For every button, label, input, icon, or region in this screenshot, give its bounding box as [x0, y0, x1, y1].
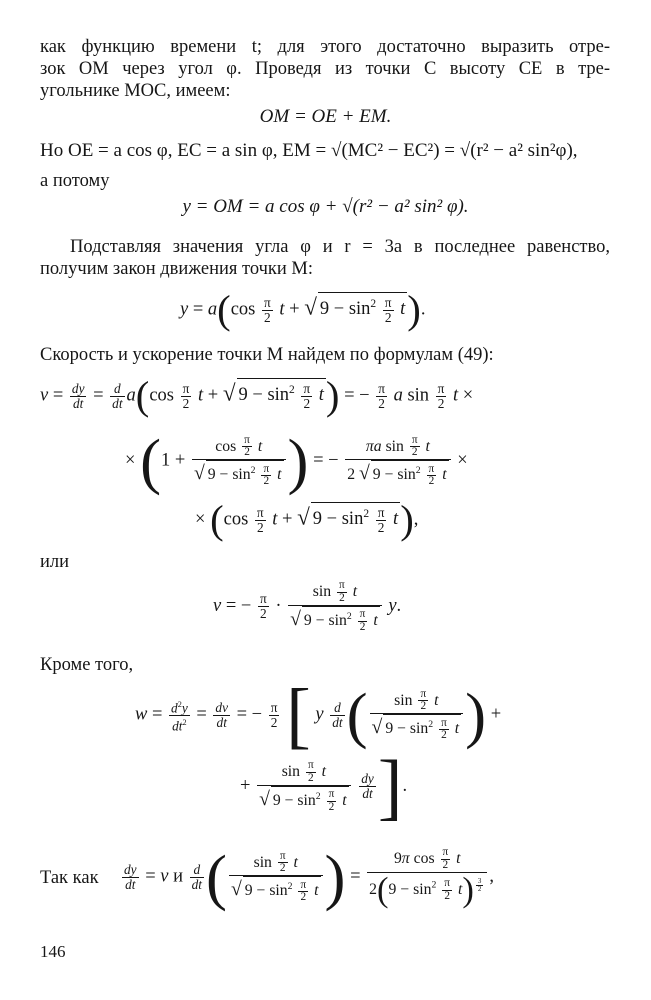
equation-since: $\frac{dy}{dt}$ = v и $\frac{d}{dt}$ ( sin $\frac{\pi}{2}$ t √ $9 - \sin^2$ $\frac{\pi}{2}$ t ) = 9π cos $\frac{\pi}{2}$ t $2(9 - \sin^2$ $\frac{\pi}{2}$ t) $^{\frac{3}{2}}$ , — [124, 842, 494, 912]
equation-motion-law: y = a(cos $\frac{\pi}{2}$ t + √ $9 - \sin^2$ $\frac{\pi}{2}$ t). — [180, 287, 426, 332]
text-line-8: Скорость и ускорение точки M найдем по формулам (49): — [40, 345, 494, 365]
text-line-3: угольнике MOC, имеем: — [40, 81, 231, 101]
text-line-4: Но OE = a cos φ, EC = a sin φ, EM = √(MC² − EC²) = √(r² − a² sin²φ), — [40, 140, 578, 161]
equation-velocity-2: × (1 + cos $\frac{\pi}{2}$ t √ $9 - \sin^2$ $\frac{\pi}{2}$ t ) = − πa sin $\frac{\pi}{2}$ t 2 √ $9 - \sin^2$ $\frac{\pi}{2}$ t × — [125, 426, 468, 496]
text-line-2: зок OM через угол φ. Проведя из точки C высоту CE в тре- — [40, 59, 610, 79]
equation-om: OM = OE + EM. — [259, 106, 392, 127]
equation-velocity-short: v = − $\frac{\pi}{2}$ · sin $\frac{\pi}{2}$ t √ $9 - \sin^2$ $\frac{\pi}{2}$ t y. — [213, 579, 402, 633]
text-line-7: получим закон движения точки M: — [40, 259, 314, 279]
text-line-6: Подставляя значения угла φ и r = 3a в последнее равенство, — [70, 237, 610, 257]
equation-acceleration-1: w = $\frac{d^2y}{dt^2}$ = $\frac{dv}{dt}$ = − $\frac{\pi}{2}$ [ y $\frac{d}{dt}$ ( sin $\frac{\pi}{2}$ t √ $9 - \sin^2$ $\frac{\pi}{2}$ t ) + — [135, 674, 502, 757]
text-line-11-a: Так как — [40, 868, 99, 888]
text-line-5: а потому — [40, 171, 110, 191]
text-line-1: как функцию времени t; для этого достаточно выразить отре- — [40, 37, 610, 57]
equation-velocity-3: × (cos $\frac{\pi}{2}$ t + √ $9 - \sin^2$ $\frac{\pi}{2}$ t), — [195, 497, 419, 542]
equation-y-om: y = OM = a cos φ + √(r² − a² sin² φ). — [182, 196, 469, 217]
text-line-11-b: и — [173, 866, 184, 887]
page-number: 146 — [40, 942, 66, 961]
text-line-9: или — [40, 552, 70, 572]
equation-velocity-1: v = $\frac{dy}{dt}$ = $\frac{d}{dt}$ a(cos $\frac{\pi}{2}$ t + √ $9 - \sin^2$ $\frac{\pi}{2}$ t) = − $\frac{\pi}{2}$ a sin $\frac{\pi}{2}$ t × — [40, 373, 474, 418]
equation-acceleration-2: + sin $\frac{\pi}{2}$ t √ $9 - \sin^2$ $\frac{\pi}{2}$ t $\frac{dy}{dt}$ ]. — [240, 745, 408, 828]
text-line-10: Кроме того, — [40, 655, 134, 675]
